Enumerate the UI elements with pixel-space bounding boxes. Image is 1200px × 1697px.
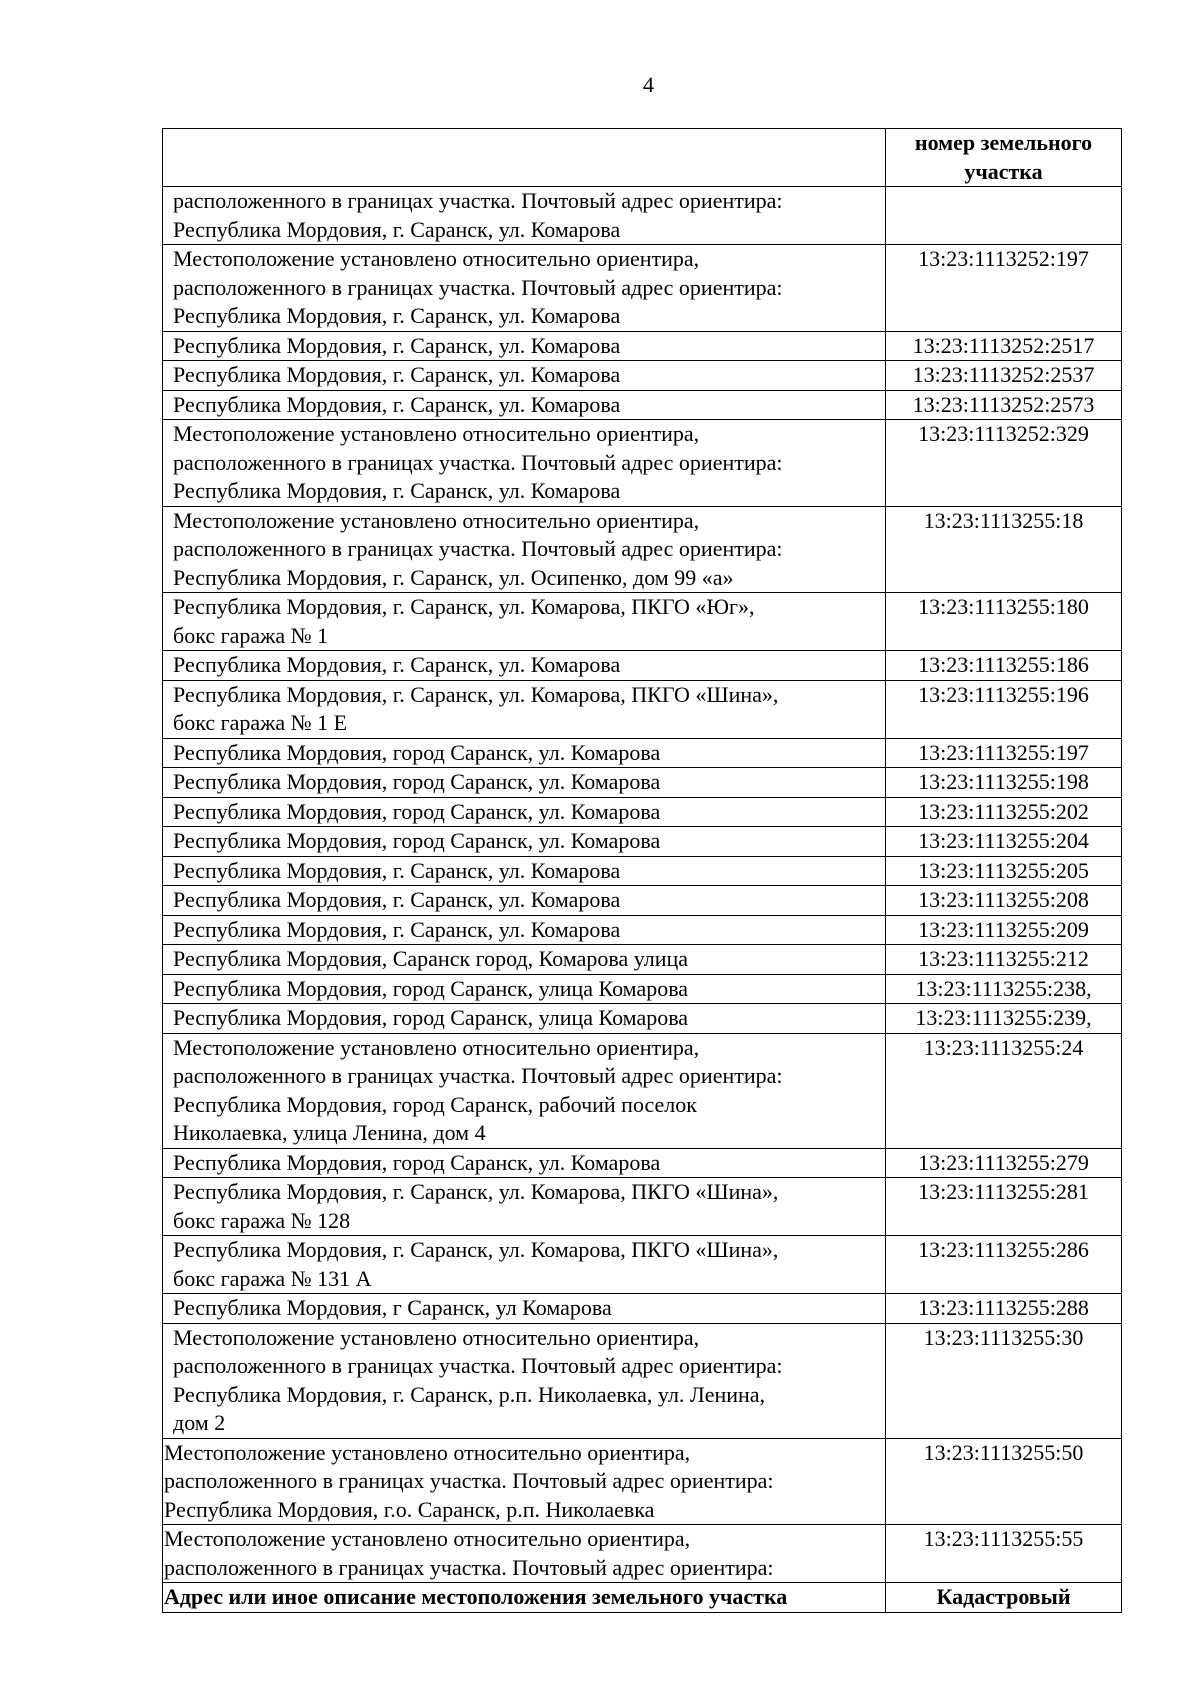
address-cell (163, 680, 886, 738)
cadastral-number-cell: 13:23:1113252:329 (886, 420, 1122, 507)
address-cell (163, 945, 886, 975)
table-row (163, 1148, 1122, 1178)
table-row (163, 1323, 1122, 1438)
cadastral-number-cell (886, 187, 1122, 245)
table-row (163, 886, 1122, 916)
address-line: расположенного в границах участка. Почтовый адрес ориентира: (173, 449, 783, 475)
address-line: Республика Мордовия, г. Саранск, ул. Комарова (173, 216, 621, 242)
table-row (163, 1033, 1122, 1148)
table-row (163, 651, 1122, 681)
cadastral-number-cell: 13:23:1113255:198 (886, 768, 1122, 798)
address-line: Республика Мордовия, город Саранск, рабочий поселок (173, 1091, 697, 1117)
address-line: Местоположение установлено относительно ориентира, (164, 1439, 691, 1465)
address-cell (163, 1178, 886, 1236)
cadastral-number-cell: 13:23:1113255:288 (886, 1294, 1122, 1324)
address-line: Республика Мордовия, г. Саранск, ул. Комарова (173, 303, 621, 328)
address-cell (163, 1148, 886, 1178)
address-line: бокс гаража № 131 А (173, 1265, 372, 1291)
cadastral-number-cell: 13:23:1113255:197 (886, 738, 1122, 768)
address-line: Республика Мордовия, г. Саранск, ул. Комарова, ПКГО «Шина», (173, 1237, 779, 1262)
address-line: Местоположение установлено относительно ориентира, (164, 1526, 691, 1551)
address-line: дом 2 (173, 1410, 226, 1435)
address-cell (163, 361, 886, 391)
cadastral-number-cell: 13:23:1113255:279 (886, 1148, 1122, 1178)
table-row (163, 506, 1122, 593)
address-line: расположенного в границах участка. Почтовый адрес ориентира: (173, 536, 783, 561)
table-row (163, 797, 1122, 827)
cadastral-number-cell: 13:23:1113255:239, (886, 1004, 1122, 1034)
header-cadastral-line: номер земельного (914, 130, 1093, 155)
address-cell (163, 1236, 886, 1294)
table-row (163, 945, 1122, 975)
table-row (163, 974, 1122, 1004)
table-row (163, 245, 1122, 332)
header-cadastral-cell (886, 129, 1122, 187)
address-line: Республика Мордовия, город Саранск, ул. Комарова (173, 739, 661, 765)
cadastral-number-cell: 13:23:1113255:209 (886, 915, 1122, 945)
cadastral-number-cell: 13:23:1113255:205 (886, 856, 1122, 886)
address-cell (163, 1323, 886, 1438)
address-cell (163, 651, 886, 681)
address-line: Республика Мордовия, г. Саранск, р.п. Николаевка, ул. Ленина, (173, 1381, 766, 1407)
cadastral-number-cell: 13:23:1113255:286 (886, 1236, 1122, 1294)
address-line: Местоположение установлено относительно ориентира, (173, 507, 700, 533)
address-line: Республика Мордовия, г. Саранск, ул. Комарова (173, 391, 621, 417)
address-line: Республика Мордовия, город Саранск, ул. Комарова (173, 769, 661, 794)
page-number: 4 (643, 72, 654, 97)
table-row (163, 1438, 1122, 1525)
cadastral-number-cell: 13:23:1113252:2573 (886, 390, 1122, 420)
address-line: Республика Мордовия, г. Саранск, ул. Комарова (173, 332, 621, 358)
address-line: бокс гаража № 128 (173, 1207, 351, 1233)
table-row (163, 680, 1122, 738)
cadastral-number-cell: 13:23:1113255:202 (886, 797, 1122, 827)
address-line: Республика Мордовия, Саранск город, Комарова улица (173, 946, 689, 971)
address-line: Николаевка, улица Ленина, дом 4 (173, 1120, 486, 1145)
cadastral-number-cell: 13:23:1113255:55 (886, 1525, 1122, 1583)
address-cell (163, 1438, 886, 1525)
address-line: расположенного в границах участка. Почтовый адрес ориентира: (164, 1554, 774, 1580)
table-row (163, 420, 1122, 507)
address-line: бокс гаража № 1 (173, 622, 329, 648)
table-row (163, 915, 1122, 945)
table-row (163, 187, 1122, 245)
address-line: Республика Мордовия, город Саранск, улица Комарова (173, 1005, 689, 1030)
address-line: Республика Мордовия, город Саранск, ул. Комарова (173, 828, 661, 853)
address-line: Республика Мордовия, г. Саранск, ул. Комарова, ПКГО «Шина», (173, 681, 779, 707)
cadastral-number-cell: 13:23:1113255:281 (886, 1178, 1122, 1236)
address-line: Местоположение установлено относительно ориентира, (173, 1034, 700, 1060)
address-line: Республика Мордовия, город Саранск, ул. Комарова (173, 1149, 661, 1175)
cadastral-number-cell: 13:23:1113255:180 (886, 593, 1122, 651)
table-row (163, 1004, 1122, 1034)
address-line: бокс гаража № 1 Е (173, 710, 348, 735)
cadastral-number-cell: 13:23:1113252:2537 (886, 361, 1122, 391)
cadastral-number-cell: 13:23:1113255:208 (886, 886, 1122, 916)
cadastral-number-cell: 13:23:1113255:50 (886, 1438, 1122, 1525)
header-cadastral-line: участка (964, 158, 1043, 184)
cadastral-number-cell: 13:23:1113255:186 (886, 651, 1122, 681)
table-header-repeated (163, 1583, 1122, 1613)
address-cell (163, 1004, 886, 1034)
table-row (163, 1178, 1122, 1236)
address-cell (163, 1525, 886, 1583)
address-cell (163, 245, 886, 332)
cadastral-number-cell: 13:23:1113255:18 (886, 506, 1122, 593)
cadastral-number-cell: 13:23:1113252:2517 (886, 331, 1122, 361)
address-line: Местоположение установлено относительно ориентира, (173, 246, 700, 271)
address-cell (163, 738, 886, 768)
address-cell (163, 187, 886, 245)
address-cell (163, 856, 886, 886)
address-cell (163, 420, 886, 507)
address-cell (163, 974, 886, 1004)
table-row (163, 856, 1122, 886)
address-line: Республика Мордовия, г. Саранск, ул. Комарова, ПКГО «Юг», (173, 594, 755, 619)
address-line: расположенного в границах участка. Почтовый адрес ориентира: (173, 188, 783, 213)
address-cell (163, 506, 886, 593)
table-row (163, 1294, 1122, 1324)
table-row (163, 331, 1122, 361)
table-row (163, 1236, 1122, 1294)
address-cell (163, 768, 886, 798)
cadastral-number-cell: 13:23:1113255:212 (886, 945, 1122, 975)
table-row (163, 738, 1122, 768)
address-line: расположенного в границах участка. Почтовый адрес ориентира: (164, 1468, 774, 1493)
address-line: Республика Мордовия, г Саранск, ул Комарова (173, 1295, 612, 1320)
cadastral-number-cell: 13:23:1113252:197 (886, 245, 1122, 332)
address-cell (163, 886, 886, 916)
address-line: Республика Мордовия, г. Саранск, ул. Комарова (173, 478, 621, 503)
address-cell (163, 1033, 886, 1148)
table-row (163, 827, 1122, 857)
header-cadastral-label: Кадастровый (886, 1583, 1122, 1613)
cadastral-number-cell: 13:23:1113255:196 (886, 680, 1122, 738)
cadastral-number-cell: 13:23:1113255:30 (886, 1323, 1122, 1438)
address-cell (163, 390, 886, 420)
address-cell (163, 797, 886, 827)
address-cell (163, 1294, 886, 1324)
address-line: Республика Мордовия, г. Саранск, ул. Комарова, ПКГО «Шина», (173, 1179, 779, 1204)
address-line: Республика Мордовия, г. Саранск, ул. Комарова (173, 362, 621, 387)
table-row (163, 390, 1122, 420)
address-cell (163, 827, 886, 857)
address-line: Местоположение установлено относительно ориентира, (173, 1324, 700, 1350)
address-cell (163, 331, 886, 361)
address-line: Республика Мордовия, город Саранск, ул. Комарова (173, 798, 661, 824)
address-line: Местоположение установлено относительно ориентира, (173, 421, 700, 446)
address-line: Республика Мордовия, г. Саранск, ул. Осипенко, дом 99 «а» (173, 564, 734, 590)
header-address-cell (163, 129, 886, 187)
address-line: Республика Мордовия, г. Саранск, ул. Комарова (173, 887, 621, 912)
address-cell (163, 593, 886, 651)
address-line: Республика Мордовия, г. Саранск, ул. Комарова (173, 652, 621, 677)
address-line: расположенного в границах участка. Почтовый адрес ориентира: (173, 274, 783, 300)
cadastral-number-cell: 13:23:1113255:24 (886, 1033, 1122, 1148)
address-line: Республика Мордовия, г.о. Саранск, р.п. Николаевка (164, 1496, 655, 1522)
table-row (163, 1525, 1122, 1583)
cadastral-number-cell: 13:23:1113255:204 (886, 827, 1122, 857)
address-line: расположенного в границах участка. Почтовый адрес ориентира: (173, 1063, 783, 1088)
table-row (163, 361, 1122, 391)
table-body (163, 129, 1122, 1613)
table-header-continuation (163, 129, 1122, 187)
table-row (163, 593, 1122, 651)
table-row (163, 768, 1122, 798)
address-cell (163, 915, 886, 945)
address-line: Республика Мордовия, город Саранск, улица Комарова (173, 975, 689, 1001)
address-line: расположенного в границах участка. Почтовый адрес ориентира: (173, 1353, 783, 1378)
address-line: Республика Мордовия, г. Саранск, ул. Комарова (173, 857, 621, 883)
address-line: Республика Мордовия, г. Саранск, ул. Комарова (173, 916, 621, 942)
land-plots-table (162, 128, 1122, 1613)
header-address-label: Адрес или иное описание местоположения земельного участка (163, 1583, 886, 1613)
cadastral-number-cell: 13:23:1113255:238, (886, 974, 1122, 1004)
